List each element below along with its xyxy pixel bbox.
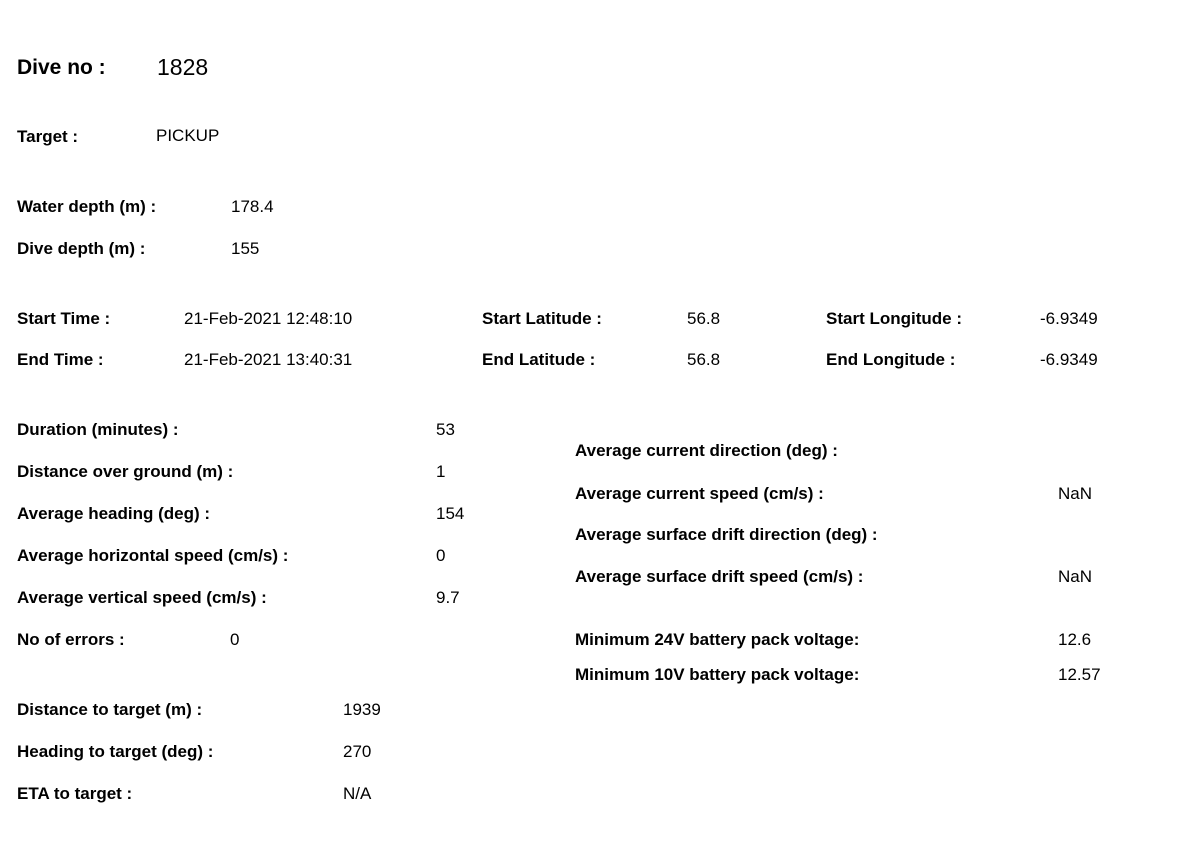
surface-drift-direction-label: Average surface drift direction (deg) : — [575, 525, 878, 544]
battery-24v-label: Minimum 24V battery pack voltage: — [575, 630, 860, 649]
battery-10v-value: 12.57 — [1058, 665, 1101, 684]
end-longitude-value: -6.9349 — [1040, 350, 1098, 369]
errors-label: No of errors : — [17, 630, 125, 649]
start-time-label: Start Time : — [17, 309, 111, 328]
surface-drift-speed-value: NaN — [1058, 567, 1093, 586]
end-time-value: 21-Feb-2021 13:40:31 — [184, 350, 353, 369]
heading-to-target-value: 270 — [343, 742, 372, 761]
errors-value: 0 — [230, 630, 240, 649]
average-horizontal-speed-value: 0 — [436, 546, 446, 565]
start-latitude-value: 56.8 — [687, 309, 721, 328]
average-heading-label: Average heading (deg) : — [17, 504, 211, 523]
end-latitude-value: 56.8 — [687, 350, 721, 369]
current-speed-value: NaN — [1058, 484, 1093, 503]
eta-to-target-value: N/A — [343, 784, 372, 803]
heading-to-target-label: Heading to target (deg) : — [17, 742, 214, 761]
current-speed-label: Average current speed (cm/s) : — [575, 484, 824, 503]
target-label: Target : — [17, 127, 79, 146]
end-time-label: End Time : — [17, 350, 104, 369]
current-direction-label: Average current direction (deg) : — [575, 441, 838, 460]
eta-to-target-label: ETA to target : — [17, 784, 133, 803]
end-latitude-label: End Latitude : — [482, 350, 596, 369]
target-value: PICKUP — [156, 126, 220, 145]
duration-label: Duration (minutes) : — [17, 420, 179, 439]
start-longitude-label: Start Longitude : — [826, 309, 962, 328]
average-vertical-speed-label: Average vertical speed (cm/s) : — [17, 588, 267, 607]
water-depth-label: Water depth (m) : — [17, 197, 157, 216]
dive-number-label: Dive no : — [17, 56, 106, 79]
start-time-value: 21-Feb-2021 12:48:10 — [184, 309, 353, 328]
start-longitude-value: -6.9349 — [1040, 309, 1098, 328]
battery-24v-value: 12.6 — [1058, 630, 1092, 649]
dive-depth-label: Dive depth (m) : — [17, 239, 146, 258]
average-vertical-speed-value: 9.7 — [436, 588, 460, 607]
distance-to-target-label: Distance to target (m) : — [17, 700, 203, 719]
end-longitude-label: End Longitude : — [826, 350, 956, 369]
battery-10v-label: Minimum 10V battery pack voltage: — [575, 665, 860, 684]
distance-over-ground-label: Distance over ground (m) : — [17, 462, 234, 481]
dive-number-value: 1828 — [157, 54, 209, 80]
surface-drift-speed-label: Average surface drift speed (cm/s) : — [575, 567, 864, 586]
average-heading-value: 154 — [436, 504, 465, 523]
start-latitude-label: Start Latitude : — [482, 309, 602, 328]
distance-to-target-value: 1939 — [343, 700, 381, 719]
water-depth-value: 178.4 — [231, 197, 274, 216]
average-horizontal-speed-label: Average horizontal speed (cm/s) : — [17, 546, 289, 565]
dive-depth-value: 155 — [231, 239, 260, 258]
distance-over-ground-value: 1 — [436, 462, 446, 481]
duration-value: 53 — [436, 420, 455, 439]
